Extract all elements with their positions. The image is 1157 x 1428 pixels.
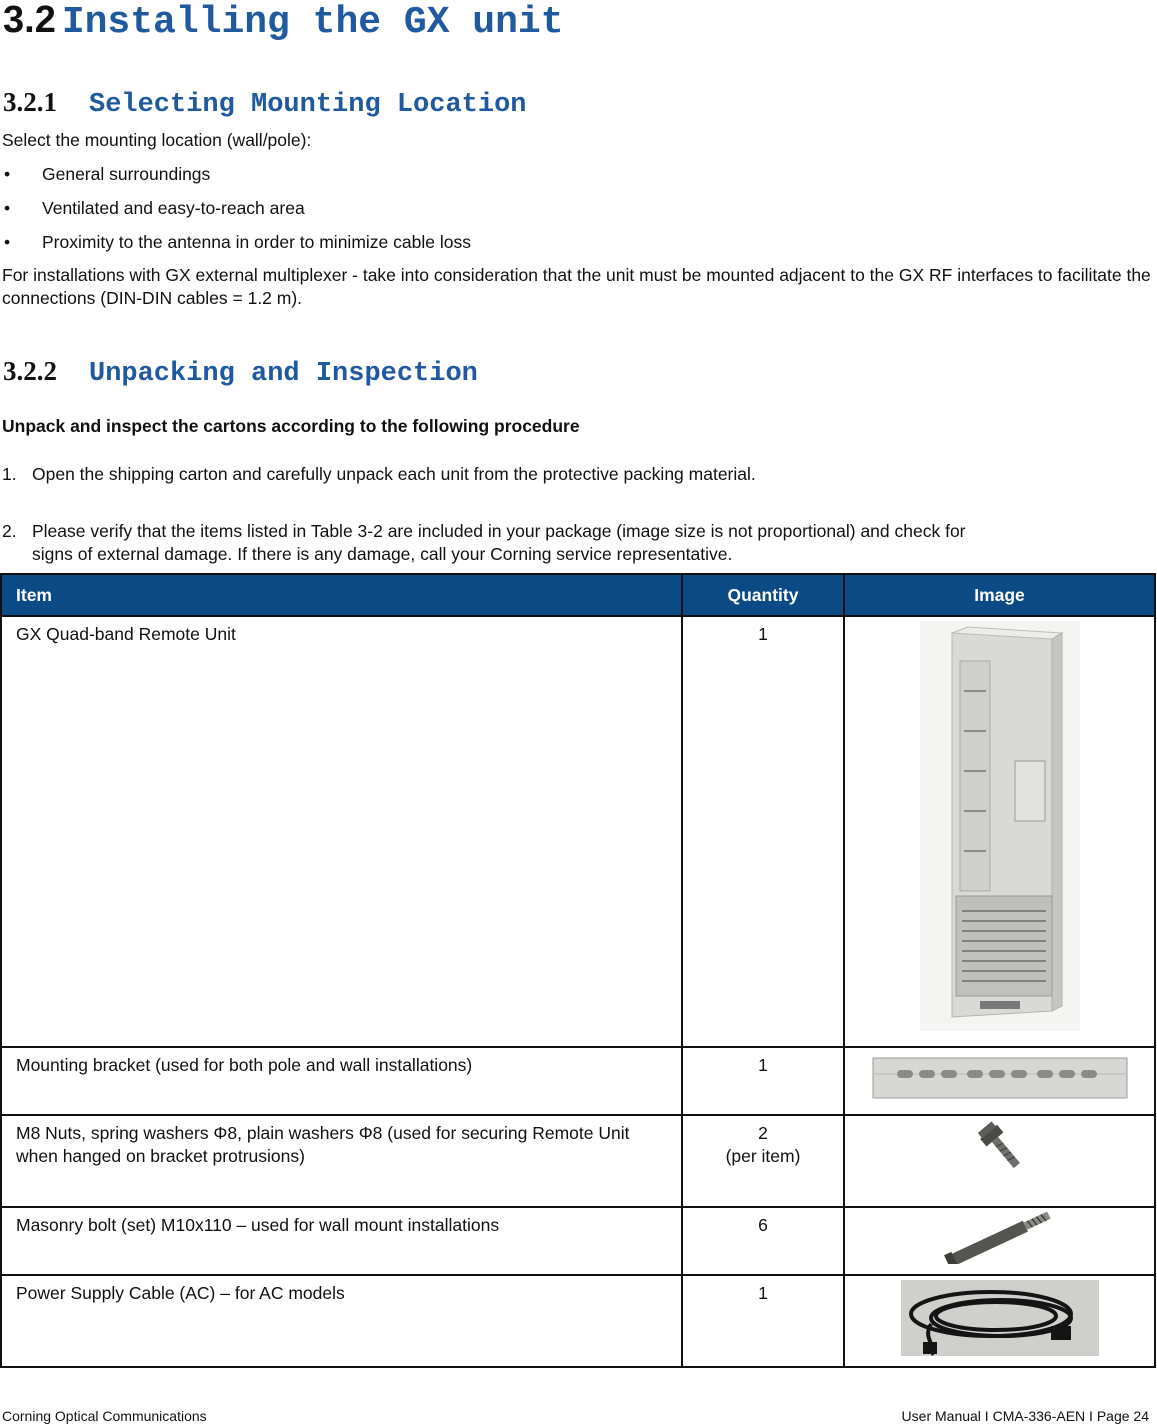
items-table [0,573,1156,1368]
section-heading-unpacking [3,355,478,390]
bracket-image [869,1052,1131,1104]
item-cell: GX Quad-band Remote Unit [1,616,682,1047]
bolt-image [970,1120,1030,1174]
header-image: Image [844,574,1155,616]
bullet-item: • Proximity to the antenna in order to minimize cable loss [4,232,471,252]
table-row [1,1115,1155,1207]
power-cable-image [901,1280,1099,1356]
footer-page-info: User Manual I CMA-336-AEN I Page 24 [901,1408,1149,1424]
step-1: 1. Open the shipping carton and carefully unpack each unit from the protective packing material. [2,464,756,484]
image-cell [844,616,1155,1047]
page-heading [3,0,564,43]
section-number: 3.2.1 [3,87,57,117]
bullet-item: • Ventilated and easy-to-reach area [4,198,305,218]
image-cell [844,1115,1155,1207]
remote-unit-image [920,621,1080,1031]
table-row [1,616,1155,1047]
section-heading-mounting [3,86,526,121]
table-row [1,1207,1155,1275]
image-cell [844,1207,1155,1275]
heading-title: Installing the GX unit [61,1,564,44]
qty-cell: 1 [682,616,844,1047]
item-cell: Mounting bracket (used for both pole and wall installations) [1,1047,682,1115]
item-cell: Power Supply Cable (AC) – for AC models [1,1275,682,1367]
step-2: 2. Please verify that the items listed in Table 3-2 are included in your package (image size is not proportional) and check for signs of external damage. If there is any damage, call your Corning service representative. [2,521,966,564]
header-quantity: Quantity [682,574,844,616]
item-cell: M8 Nuts, spring washers Φ8, plain washers Φ8 (used for securing Remote Unit when hanged on bracket protrusions) [1,1115,682,1207]
section-title: Unpacking and Inspection [89,359,478,389]
item-cell: Masonry bolt (set) M10x110 – used for wall mount installations [1,1207,682,1275]
table-row [1,1047,1155,1115]
table-header-row [1,574,1155,616]
footer-company: Corning Optical Communications [2,1408,207,1424]
mounting-intro: Select the mounting location (wall/pole): [2,130,312,150]
header-item: Item [1,574,682,616]
qty-cell: 1 [682,1275,844,1367]
table-row [1,1275,1155,1367]
mux-note: For installations with GX external multiplexer - take into consideration that the unit must be mounted adjacent to the GX RF interfaces to facilitate the connections (DIN-DIN cables = 1.2 m). [2,265,1151,308]
qty-cell: 6 [682,1207,844,1275]
section-title: Selecting Mounting Location [89,90,527,120]
bullet-item: • General surroundings [4,164,211,184]
qty-cell: 1 [682,1047,844,1115]
image-cell [844,1047,1155,1115]
section-number: 3.2.2 [3,356,57,386]
masonry-bolt-image [940,1212,1060,1264]
heading-number: 3.2 [3,0,56,41]
image-cell [844,1275,1155,1367]
qty-cell: 2 (per item) [682,1115,844,1207]
procedure-lead: Unpack and inspect the cartons according to the following procedure [2,416,580,436]
